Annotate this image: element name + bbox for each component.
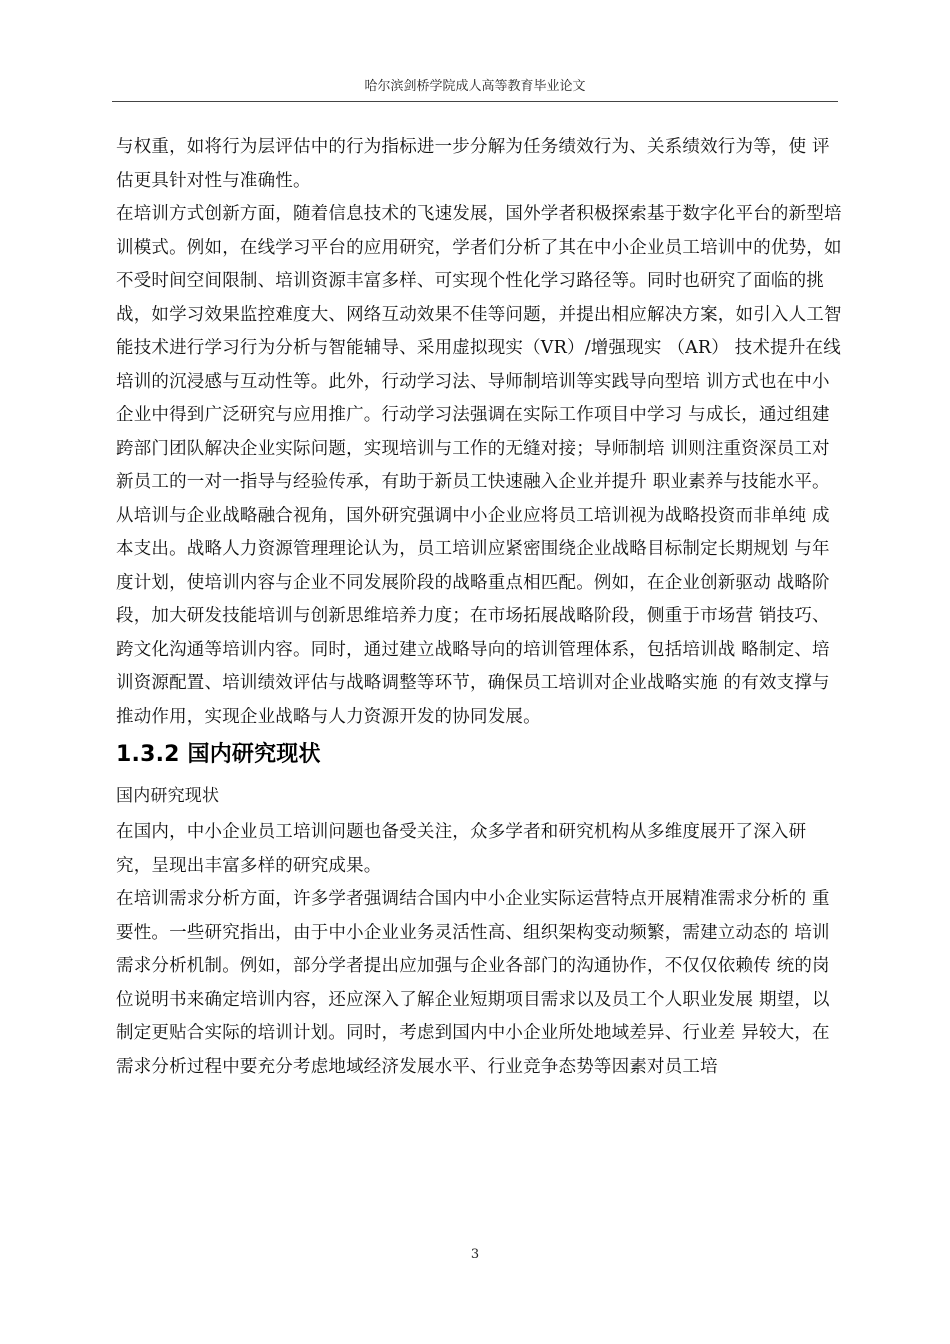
running-header: 哈尔滨剑桥学院成人高等教育毕业论文 [364,79,586,94]
body-text [116,131,846,1084]
paragraph: 在培训需求分析方面，许多学者强调结合国内中小企业实际运营特点开展精准需求分析的 重要性。一些研究指出，由于中小企业业务灵活性高、组织架构变动频繁，需建立动态的 培训需求分析机制。例如，部分学者提出应加强与企业各部门的沟通协作，不仅仅依赖传 统的岗位说明书来确定培训内容，还应深入了解企业短期项目需求以及员工个人职业发展 期望，以制定更贴合实际的培训计划。同时，考虑到国内中小企业所处地域差异、行业差 异较大，在需求分析过程中要充分考虑地域经济发展水平、行业竞争态势等因素对员工培 [116,889,830,1077]
section-heading: 1.3.2 国内研究现状 [116,742,321,767]
subheading: 国内研究现状 [116,786,220,806]
paragraph: 在国内，中小企业员工培训问题也备受关注，众多学者和研究机构从多维度展开了深入研 究，呈现出丰富多样的研究成果。 [116,822,807,876]
header-divider [112,101,838,102]
paragraph: 与权重，如将行为层评估中的行为指标进一步分解为任务绩效行为、关系绩效行为等，使 评估更具针对性与准确性。 [116,137,830,191]
page-number: 3 [470,1247,480,1262]
paragraph: 从培训与企业战略融合视角，国外研究强调中小企业应将员工培训视为战略投资而非单纯 成本支出。战略人力资源管理理论认为，员工培训应紧密围绕企业战略目标制定长期规划 与年度计划，使培训内容与企业不同发展阶段的战略重点相匹配。例如，在企业创新驱动 战略阶段，加大研发技能培训与创新思维培养力度；在市场拓展战略阶段，侧重于市场营 销技巧、跨文化沟通等培训内容。同时，通过建立战略导向的培训管理体系，包括培训战 略制定、培训资源配置、培训绩效评估与战略调整等环节，确保员工培训对企业战略实施 的有效支撑与推动作用，实现企业战略与人力资源开发的协同发展。 [116,505,830,727]
paragraph: 在培训方式创新方面，随着信息技术的飞速发展，国外学者积极探索基于数字化平台的新型培训模式。例如，在线学习平台的应用研究，学者们分析了其在中小企业员工培训中的优势，如不受时间空间限制、培训资源丰富多样、可实现个性化学习路径等。同时也研究了面临的挑战，如学习效果监控难度大、网络互动效果不佳等问题，并提出相应解决方案，如引入人工智能技术进行学习行为分析与智能辅导、采用虚拟现实（VR）/增强现实 （AR） 技术提升在线培训的沉浸感与互动性等。此外，行动学习法、导师制培训等实践导向型培 训方式也在中小企业中得到广泛研究与应用推广。行动学习法强调在实际工作项目中学习 与成长，通过组建跨部门团队解决企业实际问题，实现培训与工作的无缝对接；导师制培 训则注重资深员工对新员工的一对一指导与经验传承，有助于新员工快速融入企业并提升 职业素养与技能水平。 [116,204,842,492]
